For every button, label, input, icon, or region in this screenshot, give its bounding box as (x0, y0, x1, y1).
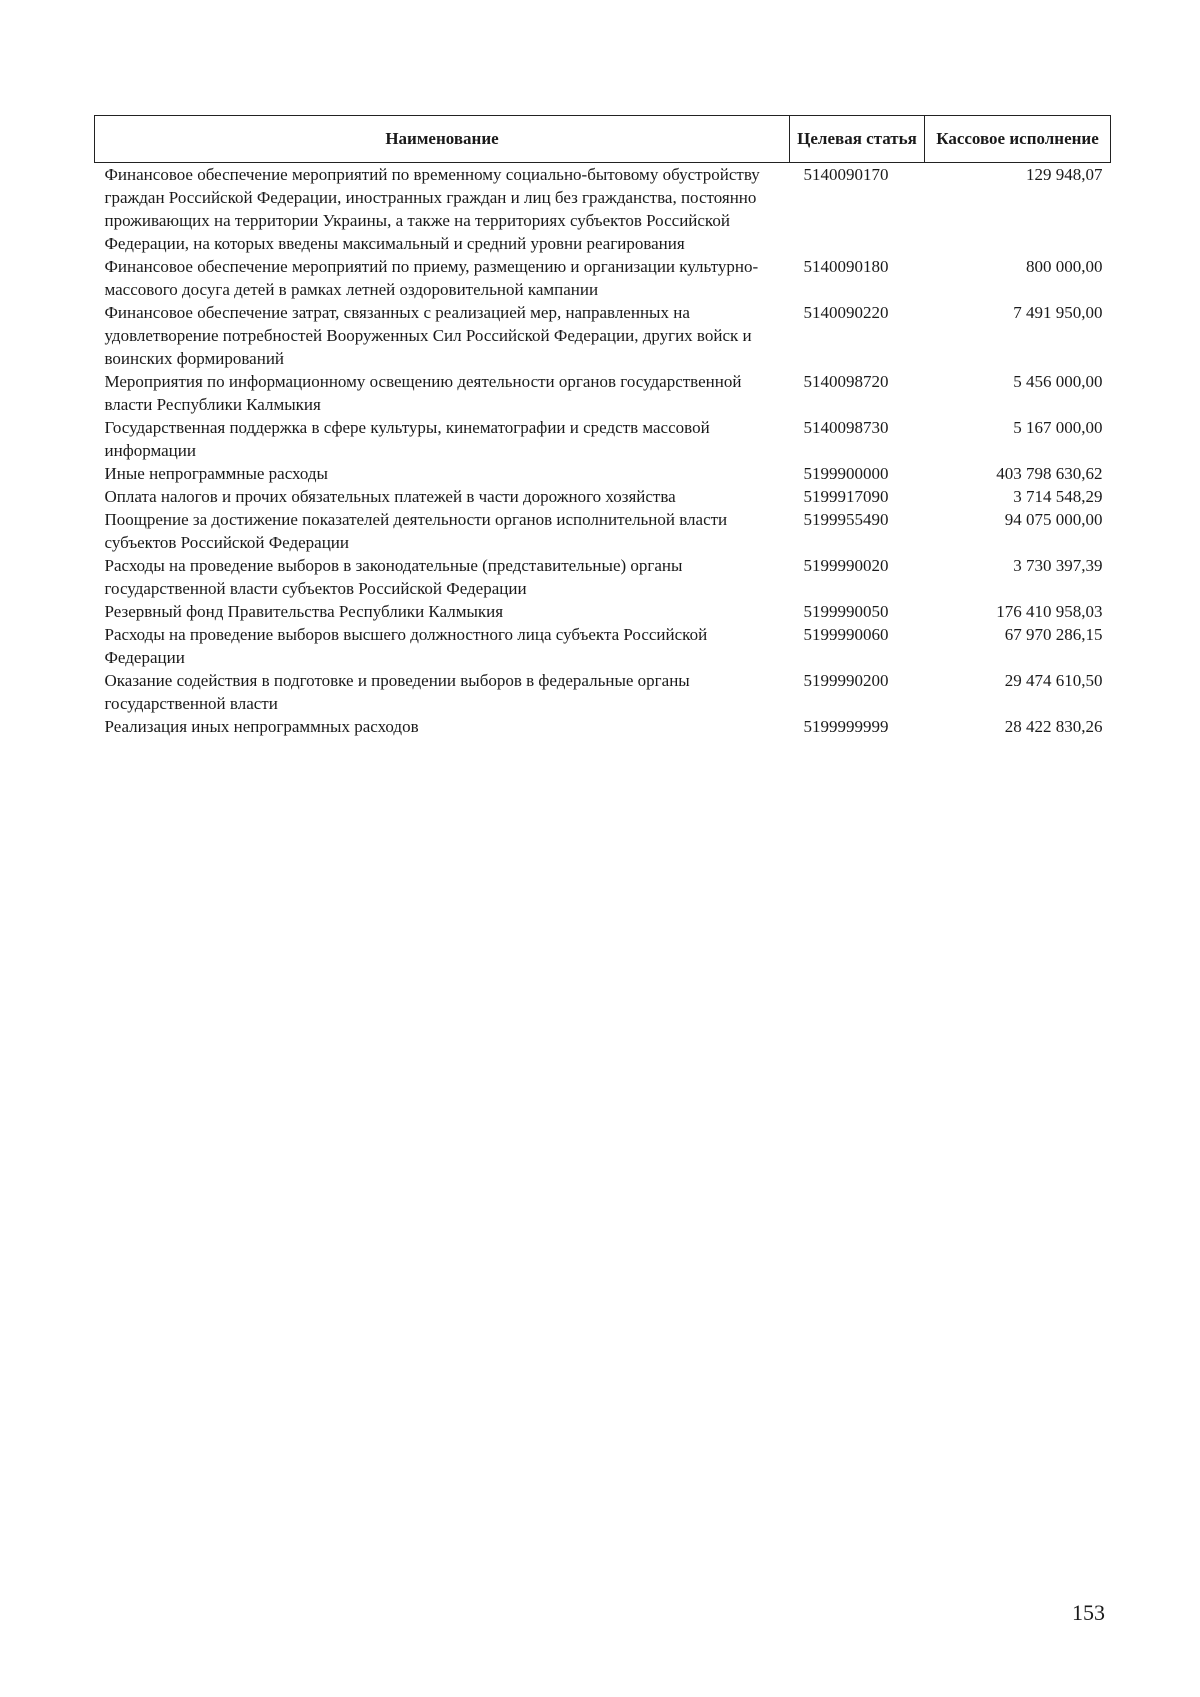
row-code: 5199955490 (803, 510, 889, 529)
column-header-sum: Кассовое исполнение (925, 116, 1111, 163)
row-name: Расходы на проведение выборов высшего должностного лица субъекта Российской Федерации (104, 625, 708, 667)
table-row (95, 715, 1111, 738)
budget-execution-table (94, 115, 1111, 738)
table-row (95, 508, 1111, 554)
row-code: 5140090180 (803, 257, 889, 276)
row-name: Государственная поддержка в сфере культуры, кинематографии и средств массовой информации (104, 418, 710, 460)
row-sum: 129 948,07 (1026, 165, 1103, 184)
column-header-code: Целевая статья (790, 116, 925, 163)
row-sum: 7 491 950,00 (1013, 303, 1103, 322)
table-row (95, 462, 1111, 485)
row-sum: 5 167 000,00 (1013, 418, 1103, 437)
row-name: Иные непрограммные расходы (104, 464, 328, 483)
row-name: Реализация иных непрограммных расходов (104, 717, 419, 736)
row-code: 5140098720 (803, 372, 889, 391)
table-row (95, 370, 1111, 416)
row-code: 5199900000 (803, 464, 889, 483)
row-code: 5199990060 (803, 625, 889, 644)
row-sum: 5 456 000,00 (1013, 372, 1103, 391)
row-sum: 800 000,00 (1026, 257, 1103, 276)
table-row (95, 255, 1111, 301)
row-name: Резервный фонд Правительства Республики Калмыкия (104, 602, 504, 621)
row-code: 5199990200 (803, 671, 889, 690)
table-row (95, 669, 1111, 715)
row-name: Расходы на проведение выборов в законодательные (представительные) органы государственной власти субъектов Российской Федерации (104, 556, 683, 598)
table-row (95, 163, 1111, 256)
row-name: Оплата налогов и прочих обязательных платежей в части дорожного хозяйства (104, 487, 676, 506)
row-sum: 3 714 548,29 (1013, 487, 1103, 506)
row-sum: 3 730 397,39 (1013, 556, 1103, 575)
column-header-name: Наименование (95, 116, 790, 163)
row-code: 5199990020 (803, 556, 889, 575)
row-name: Мероприятия по информационному освещению деятельности органов государственной власти Республики Калмыкия (104, 372, 742, 414)
row-code: 5140090170 (803, 165, 889, 184)
table-row (95, 416, 1111, 462)
row-sum: 403 798 630,62 (996, 464, 1103, 483)
table-row (95, 554, 1111, 600)
table-row (95, 600, 1111, 623)
row-name: Поощрение за достижение показателей деятельности органов исполнительной власти субъектов Российской Федерации (104, 510, 728, 552)
page-number: 153 (1072, 1600, 1105, 1625)
row-sum: 176 410 958,03 (996, 602, 1103, 621)
row-name: Финансовое обеспечение затрат, связанных с реализацией мер, направленных на удовлетворение потребностей Вооруженных Сил Российской Федерации, других войск и воинских формирований (104, 303, 752, 368)
row-sum: 94 075 000,00 (1004, 510, 1103, 529)
table-header-row (95, 116, 1111, 163)
row-code: 5199917090 (803, 487, 889, 506)
table-row (95, 485, 1111, 508)
row-sum: 28 422 830,26 (1004, 717, 1103, 736)
row-code: 5140098730 (803, 418, 889, 437)
row-sum: 29 474 610,50 (1004, 671, 1103, 690)
row-name: Оказание содействия в подготовке и проведении выборов в федеральные органы государственной власти (104, 671, 690, 713)
row-name: Финансовое обеспечение мероприятий по временному социально-бытовому обустройству граждан Российской Федерации, иностранных граждан и лиц без гражданства, постоянно проживающих на территории Украины, а также на территориях субъектов Российской Федерации, на которых введены максимальный и средний уровни реагирования (104, 165, 760, 253)
row-sum: 67 970 286,15 (1004, 625, 1103, 644)
row-code: 5199999999 (803, 717, 889, 736)
table-row (95, 623, 1111, 669)
row-code: 5199990050 (803, 602, 889, 621)
row-name: Финансовое обеспечение мероприятий по приему, размещению и организации культурно-массового досуга детей в рамках летней оздоровительной кампании (104, 257, 759, 299)
row-code: 5140090220 (803, 303, 889, 322)
table-row (95, 301, 1111, 370)
